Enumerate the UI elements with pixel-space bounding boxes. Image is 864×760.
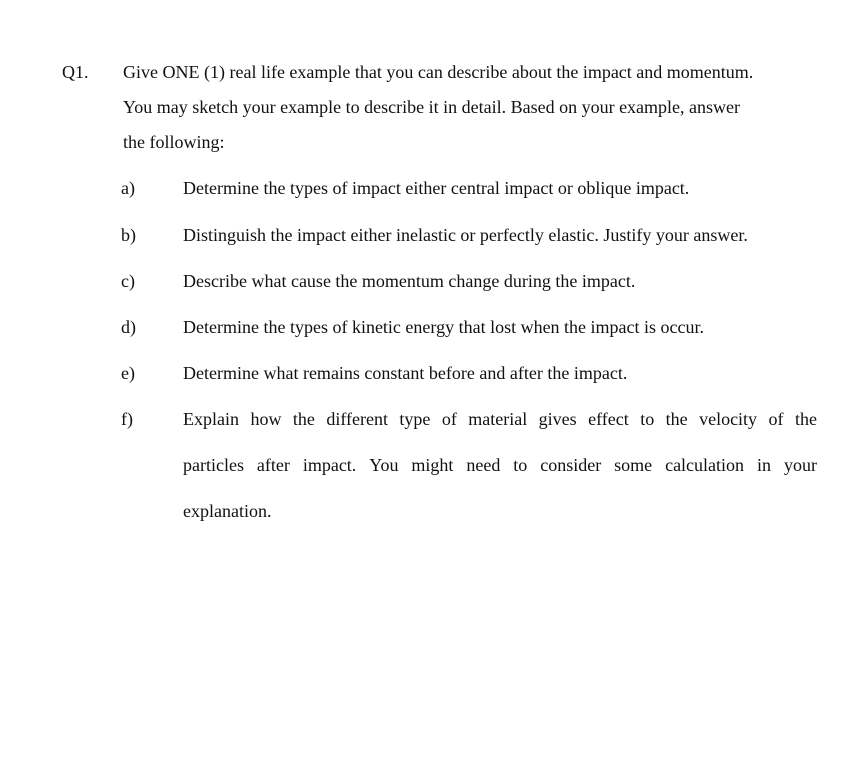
word: of [768,409,784,429]
sub-question-line: explanation. [183,501,272,521]
sub-question-line [183,407,817,453]
word: some [614,455,653,475]
sub-question-text [183,176,817,200]
word: might [411,455,454,475]
word: gives [538,409,577,429]
word: the [794,409,817,429]
word: particles [183,455,244,475]
question-line: the following: [123,132,225,152]
sub-question-label: b) [121,225,136,245]
question-number: Q1. [62,62,89,82]
sub-question-line: Determine what remains constant before and after the impact. [183,363,628,383]
sub-question-label: d) [121,317,136,337]
word: consider [540,455,602,475]
question-text [123,60,823,165]
word: calculation [665,455,745,475]
word: velocity [699,409,758,429]
word: the [292,409,315,429]
word: need [466,455,501,475]
word: of [441,409,457,429]
sub-question-text [183,361,817,385]
word: in [756,455,771,475]
sub-question-line [183,453,817,499]
word: impact. [302,455,357,475]
sub-question-text [183,315,817,339]
sub-question-label: e) [121,363,135,383]
sub-question-label: a) [121,178,135,198]
word: type [399,409,431,429]
sub-question-label: c) [121,271,135,291]
question-line: You may sketch your example to describe it in detail. Based on your example, answer [123,97,741,117]
sub-question-text [183,407,817,545]
sub-question-line: Determine the types of kinetic energy that lost when the impact is occur. [183,317,705,337]
word: your [783,455,817,475]
word: the [665,409,688,429]
word: You [369,455,399,475]
word: to [640,409,655,429]
word: material [468,409,528,429]
sub-question-line: Determine the types of impact either central impact or oblique impact. [183,178,690,198]
sub-question-text [183,269,817,293]
word: after [256,455,290,475]
sub-question-line: Describe what cause the momentum change during the impact. [183,271,636,291]
word: effect [588,409,629,429]
sub-question-text [183,223,817,247]
word: Explain [183,409,239,429]
word: how [250,409,282,429]
word: different [326,409,388,429]
word: to [513,455,528,475]
sub-question-line: Distinguish the impact either inelastic or perfectly elastic. Justify your answer. [183,225,748,245]
question-line: Give ONE (1) real life example that you can describe about the impact and momentum. [123,62,754,82]
sub-question-label: f) [121,409,133,429]
